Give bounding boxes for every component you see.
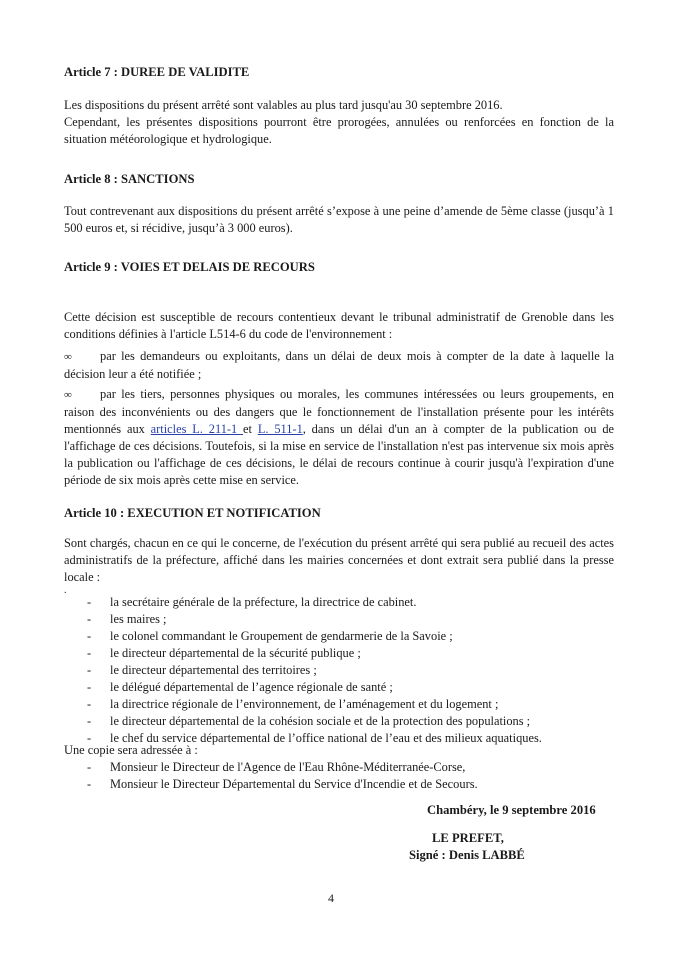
bullet-text-between: et bbox=[243, 422, 258, 436]
infinity-bullet-icon: ∞ bbox=[64, 351, 72, 363]
bullet-text-after: , dans un délai d'un an à compter de la publication ou de l'affichage de ces décisions. Toutefois, si la mise en service de l'installation n'est pas intervenue six mois après la publication ou l'affichage de ces décisions, le délai de recours continue à courir jusqu'à l'expiration d'une période de six mois après cette mise en service. bbox=[64, 422, 615, 487]
bullet-text-before: par les tiers, personnes physiques ou morales, les communes intéressées ou leurs groupements, en raison des inconvénients ou des dangers que le fonctionnement de l'installation présente pour les intérêts mentionnés aux bbox=[64, 387, 614, 436]
link-article-l211-1[interactable]: articles L. 211-1 bbox=[150, 422, 244, 436]
article-10-intro: Sont chargés, chacun en ce qui le concerne, de l'exécution du présent arrêté qui sera publié au recueil des actes administratifs de la préfecture, affiché dans les mairies concernées et dont extrait sera publié dans la presse locale : bbox=[64, 536, 614, 584]
list-item: - la directrice régionale de l’environnement, de l’aménagement et du logement ; bbox=[87, 697, 499, 711]
article-7-paragraph: Cependant, les présentes dispositions pourront être prorogées, annulées ou renforcées en fonction de la situation météorologique et hydrologique. bbox=[64, 115, 614, 146]
dash-bullet-icon: - bbox=[87, 680, 92, 694]
signature-place-date: Chambéry, le 9 septembre 2016 bbox=[427, 803, 596, 817]
bullet-text: par les demandeurs ou exploitants, dans un délai de deux mois à compter de la date à laquelle la décision leur a été notifiée ; bbox=[64, 349, 614, 381]
infinity-bullet-icon: ∞ bbox=[64, 389, 72, 401]
dash-bullet-icon: - bbox=[87, 697, 92, 711]
dash-bullet-icon: - bbox=[87, 731, 92, 745]
dash-bullet-icon: - bbox=[87, 760, 92, 774]
list-item: - la secrétaire générale de la préfecture, la directrice de cabinet. bbox=[87, 595, 417, 609]
article-7-paragraph: Les dispositions du présent arrêté sont valables au plus tard jusqu'au 30 septembre 2016. bbox=[64, 98, 503, 112]
copy-intro: Une copie sera adressée à : bbox=[64, 743, 198, 757]
list-item: - le directeur départemental de la sécurité publique ; bbox=[87, 646, 361, 660]
list-item: - le délégué départemental de l’agence régionale de santé ; bbox=[87, 680, 393, 694]
dash-bullet-icon: - bbox=[87, 777, 92, 791]
dash-bullet-icon: - bbox=[87, 714, 92, 728]
signature-title: LE PREFET, bbox=[432, 831, 504, 845]
article-9-intro: Cette décision est susceptible de recours contentieux devant le tribunal administratif de Grenoble dans les conditions définies à l'article L514-6 du code de l'environnement : bbox=[64, 310, 614, 341]
list-item: - le colonel commandant le Groupement de gendarmerie de la Savoie ; bbox=[87, 629, 453, 643]
page-number: 4 bbox=[328, 891, 334, 905]
list-item: - le directeur départemental des territoires ; bbox=[87, 663, 317, 677]
list-item: - les maires ; bbox=[87, 612, 167, 626]
article-7-heading: Article 7 : DUREE DE VALIDITE bbox=[64, 65, 250, 79]
article-8-heading: Article 8 : SANCTIONS bbox=[64, 172, 195, 186]
link-article-l511-1[interactable]: L. 511-1 bbox=[257, 422, 303, 436]
article-7-body bbox=[64, 97, 614, 148]
article-9-bullet-2 bbox=[64, 386, 614, 489]
signature-name: Signé : Denis LABBÉ bbox=[409, 848, 525, 862]
article-9-bullet-1 bbox=[64, 348, 614, 383]
article-10-heading: Article 10 : EXECUTION ET NOTIFICATION bbox=[64, 506, 321, 520]
recipients-list bbox=[64, 594, 614, 747]
dash-bullet-icon: - bbox=[87, 663, 92, 677]
copy-recipients-list bbox=[64, 759, 614, 793]
list-item: - Monsieur le Directeur Départemental du Service d'Incendie et de Secours. bbox=[87, 777, 478, 791]
dash-bullet-icon: - bbox=[87, 612, 92, 626]
article-8-paragraph: Tout contrevenant aux dispositions du présent arrêté s’expose à une peine d’amende de 5ème classe (jusqu’à 1 500 euros et, si récidive, jusqu’à 3 000 euros). bbox=[64, 204, 614, 235]
article-9-heading: Article 9 : VOIES ET DELAIS DE RECOURS bbox=[64, 260, 315, 274]
list-item: - le chef du service départemental de l’office national de l’eau et des milieux aquatiques. bbox=[87, 731, 542, 745]
dash-bullet-icon: - bbox=[87, 646, 92, 660]
dash-bullet-icon: - bbox=[87, 629, 92, 643]
list-item: - le directeur départemental de la cohésion sociale et de la protection des populations ; bbox=[87, 714, 531, 728]
list-item: - Monsieur le Directeur de l'Agence de l'Eau Rhône-Méditerranée-Corse, bbox=[87, 760, 466, 774]
dash-bullet-icon: - bbox=[87, 595, 92, 609]
stray-mark: . bbox=[64, 585, 67, 596]
